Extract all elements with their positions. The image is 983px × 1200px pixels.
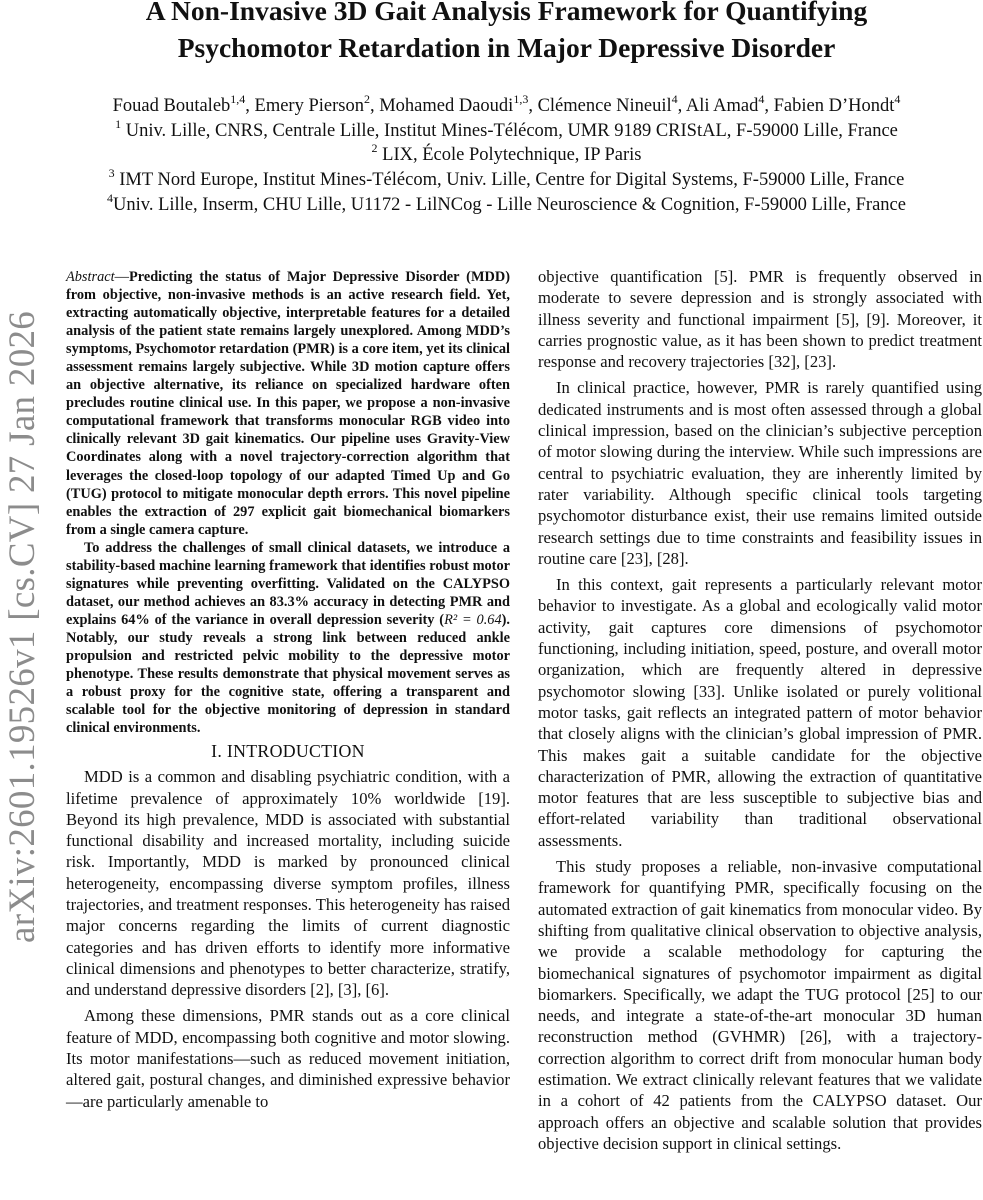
affiliation-1: [40, 116, 973, 144]
affiliation-2: [40, 143, 973, 168]
body-paragraph: In this context, gait represents a particularly relevant motor behavior to investigate. As a global and ecologically valid motor activity, gait captures core dimensions of psychomotor functioning, including initiation, speed, posture, and overall motor organization, which are frequently altered in depressive psychomotor slowing [33]. Unlike isolated or purely volitional motor tasks, gait reflects an integrated pattern of motor behavior that closely aligns with the clinician’s global impression of PMR. This makes gait a suitable candidate for the objective characterization of PMR, allowing the extraction of quantitative motor features that are less susceptible to subjective bias and effort-related variability than traditional observational assessments.: [538, 575, 982, 850]
right-column: [538, 266, 982, 1154]
affiliation-3: [40, 165, 973, 193]
abstract-text-1: Predicting the status of Major Depressive Disorder (MDD) from objective, non-invasive methods is an active research field. Yet, extracting automatically objective, interpretable features for a detailed analysis of the patient state remains largely unexplored. Among MDD’s symptoms, Psychomotor retardation (PMR) is a core item, yet its clinical assessment remains largely subjective. While 3D motion capture offers an objective alternative, its reliance on specialized hardware often precludes routine clinical use. In this paper, we propose a non-invasive computational framework that transforms monocular RGB video into clinically relevant 3D gait kinematics. Our pipeline uses Gravity-View Coordinates along with a novel trajectory-correction algorithm that leverages the closed-loop topology of our adapted Timed Up and Go (TUG) protocol to mitigate monocular depth errors. This novel pipeline enables the extraction of 297 explicit gait biomechanical biomarkers from a single camera capture.: [66, 269, 510, 538]
left-column: [66, 268, 510, 1112]
affiliation-4: [40, 190, 973, 218]
body-paragraph: Among these dimensions, PMR stands out as a core clinical feature of MDD, encompassing both cognitive and motor slowing. Its motor manifestations—such as reduced movement initiation, altered gait, postural changes, and diminished expressive behavior—are particularly amenable to: [66, 1006, 510, 1111]
author-list: Fouad Boutaleb$^{1,4}$, Emery Pierson$^2$, Mohamed Daoudi$^{1,3}$, Clémence Nineuil$^4$, Ali Amad$^4$, Fabien D’Hondt$^4$: [112, 91, 901, 116]
affiliation-text: Univ. Lille, CNRS, Centrale Lille, Institut Mines-Télécom, UMR 9189 CRIStAL, F-59000 Lille, France: [125, 120, 898, 141]
author-affil-sup: 1,4: [230, 91, 246, 106]
affiliation-text: LIX, École Polytechnique, IP Paris: [382, 145, 642, 166]
body-paragraph: In clinical practice, however, PMR is rarely quantified using dedicated instruments and is most often assessed through a global clinical impression, based on the clinician’s subjective perception of motor slowing during the interview. While such impressions are central to psychiatric evaluation, they are inherently limited by rater variability. Although specific clinical tools targeting psychomotor disturbance exist, their use remains limited outside research settings due to time constraints and feasibility issues in routine care [23], [28].: [538, 378, 982, 568]
affiliation-text: Univ. Lille, Inserm, CHU Lille, U1172 - LilNCog - Lille Neuroscience & Cognition, F-59000 Lille, France: [113, 194, 906, 215]
author-name: Emery Pierson: [254, 96, 364, 116]
arxiv-stamp: arXiv:2601.19526v1 [cs.CV] 27 Jan 2026: [2, 310, 43, 943]
abstract-label: Abstract: [66, 269, 115, 285]
body-paragraph: objective quantification [5]. PMR is frequently observed in moderate to severe depression and is strongly associated with illness severity and functional impairment [5], [9]. Moreover, it carries prognostic value, as it has been shown to predict treatment response and recovery trajectories [32], [23].: [538, 267, 982, 372]
author-affil-sup: 4: [671, 91, 678, 106]
affiliation-text: IMT Nord Europe, Institut Mines-Télécom, Univ. Lille, Centre for Digital Systems, F-59000 Lille, France: [119, 170, 905, 191]
abstract-text-2b: ). Notably, our study reveals a strong link between reduced ankle propulsion and restricted pelvic mobility to the depressive motor phenotype. These results demonstrate that physical movement serves as a robust proxy for the cognitive state, offering a transparent and scalable tool for the objective monitoring of depression in standard clinical environments.: [66, 611, 511, 737]
author-affil-sup: 4: [758, 91, 765, 106]
title-line-2: Psychomotor Retardation in Major Depressive Disorder: [177, 32, 836, 63]
author-name: Mohamed Daoudi: [379, 96, 514, 116]
abstract-paragraph-2: [66, 539, 510, 738]
author-name: Clémence Nineuil: [537, 96, 672, 116]
author-affil-sup: 1,3: [513, 91, 529, 106]
right-body-text: [538, 266, 982, 1154]
author-name: Ali Amad: [685, 96, 759, 116]
abstract: [66, 268, 510, 737]
author-affil-sup: 4: [894, 91, 901, 106]
affiliation-sup: 1: [115, 116, 122, 131]
abstract-text-2a: To address the challenges of small clinical datasets, we introduce a stability-based machine learning framework that identifies robust motor signatures while preventing overfitting. Validated on the CALYPSO dataset, our method achieves an 83.3% accuracy in detecting PMR and explains 64% of the variance in overall depression severity (: [66, 539, 510, 628]
paper-title: [60, 0, 953, 66]
author-affil-sup: 2: [363, 91, 370, 106]
affiliation-sup: 4: [107, 190, 114, 205]
abstract-dash: —: [114, 269, 129, 285]
section-heading: I. INTRODUCTION: [211, 741, 365, 762]
body-paragraph: This study proposes a reliable, non-invasive computational framework for quantifying PMR, specifically focusing on the automated extraction of gait kinematics from monocular video. By shifting from qualitative clinical observation to objective analysis, we provide a scalable methodology for capturing the biomechanical signatures of psychomotor impairment as digital biomarkers. Specifically, we adapt the TUG protocol [25] to our needs, and integrate a state-of-the-art monocular 3D human reconstruction method (GVHMR) [26], with a trajectory-correction algorithm to correct drift from monocular human body estimation. We extract clinically relevant features that we validate in a cohort of 42 patients from the CALYPSO dataset. Our approach offers an objective and scalable solution that provides objective decision support in clinical settings.: [538, 857, 982, 1153]
left-body-text: [66, 766, 510, 1112]
author-block: [40, 91, 973, 218]
author-name: Fabien D’Hondt: [773, 96, 895, 116]
abstract-paragraph-1: [66, 268, 510, 539]
affiliation-sup: 3: [108, 165, 115, 180]
title-line-1: A Non-Invasive 3D Gait Analysis Framework for Quantifying: [145, 0, 868, 26]
affiliation-sup: 2: [371, 141, 378, 156]
abstract-r-squared: R² = 0.64: [444, 611, 502, 628]
author-name: Fouad Boutaleb: [112, 96, 231, 116]
body-paragraph: MDD is a common and disabling psychiatric condition, with a lifetime prevalence of approximately 10% worldwide [19]. Beyond its high prevalence, MDD is associated with substantial functional disability and increased mortality, including suicide risk. Importantly, MDD is marked by pronounced clinical heterogeneity, encompassing diverse symptom profiles, illness trajectories, and treatment responses. This heterogeneity has raised major concerns regarding the limits of current diagnostic categories and has driven efforts to identify more informative clinical dimensions and phenotypes to better characterize, stratify, and understand depressive disorders [2], [3], [6].: [66, 767, 510, 1000]
